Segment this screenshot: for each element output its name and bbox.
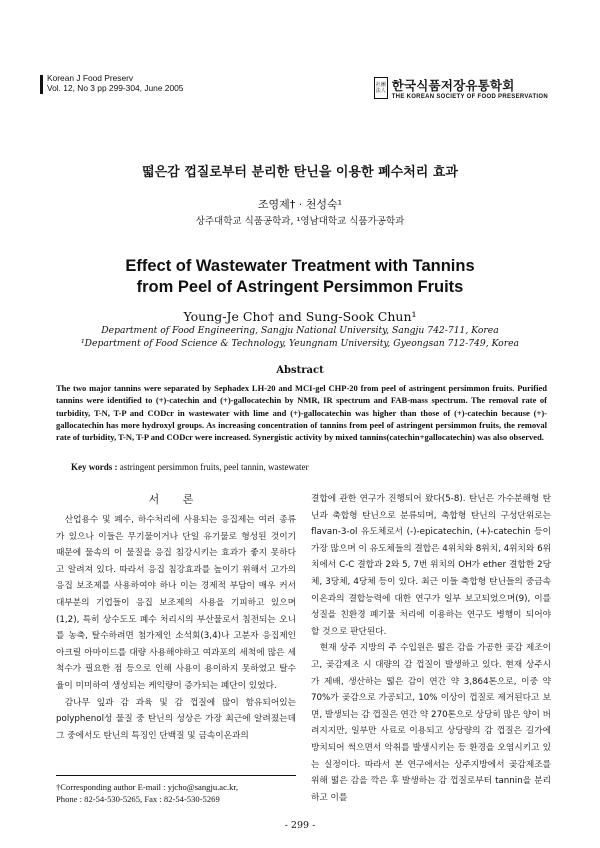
title-english-line2: from Peel of Astringent Persimmon Fruits	[136, 278, 464, 296]
affiliation-english-1: Department of Food Engineering, Sangju National University, Sangju 742-711, Korea	[101, 325, 499, 336]
footnote	[56, 781, 296, 805]
footnote-email: †Corresponding author E-mail : yjcho@sangju.ac.kr,	[56, 782, 239, 792]
authors-korean: 조영제† · 천성숙¹	[257, 198, 343, 211]
left-paragraph-2: 감나무 잎과 감 과육 및 감 껍질에 많이 함유되어있는 polyphenol성 물질 중 탄닌의 성상은 가장 최근에 알려졌는데 그 중에서도 탄닌의 특징인 단백질 및 금속이온과의	[56, 697, 296, 741]
affiliation-english	[0, 324, 600, 350]
section-heading: 서 론	[148, 493, 204, 506]
left-column	[56, 512, 296, 744]
footnote-phone: Phone : 82-54-530-5265, Fax : 82-54-530-5269	[56, 794, 220, 804]
right-paragraph-1: 결합에 관한 연구가 진행되어 왔다(5-8). 탄닌은 가수분해형 탄닌과 축합형 탄닌으로 분류되며, 축합형 탄닌의 구성단위로는 flavan-3-ol 유도체로서 (-)-epicatechin, (+)-catechin 등이 가장 많으며 이 유도체들의 결합은 4위치와 8위치, 4위치와 6위치에서 C-C 결합과 2와 5, 7번 위치의 OH가 ether 결합한 2당체, 3당체, 4당체 등이 있다. 최근 이들 축합형 탄닌들의 중금속 이온과의 결합능력에 대한 연구가 일부 보고되었으며(9), 이를 성질을 친환경 폐기물 처리에 이용하는 연구도 병행이 되어야 할 것으로 판단된다.	[311, 494, 551, 637]
title-english	[0, 256, 600, 298]
journal-citation	[47, 73, 183, 93]
abstract-heading: Abstract	[276, 365, 324, 376]
society-seal: 社團法人	[374, 77, 388, 99]
affiliation-korean: 상주대학교 식품공학과, ¹영남대학교 식품가공학과	[195, 216, 405, 227]
keywords	[71, 462, 308, 472]
keywords-text: astringent persimmon fruits, peel tannin, wastewater	[117, 462, 309, 472]
journal-volume: Vol. 12, No 3 pp 299-304, June 2005	[47, 83, 184, 93]
affiliation-english-2: ¹Department of Food Science & Technology, Yeungnam University, Gyeongsan 712-749, Korea	[80, 338, 520, 349]
footnote-divider	[56, 775, 296, 776]
left-paragraph-1: 산업용수 및 폐수, 하수처리에 사용되는 응집제는 여러 종류가 있으나 이들은 무기물이거나 단일 유기물로 형성된 것이기 때문에 물속의 이 물질을 응집 침강시키는 효과가 좋지 못하다고 알려져 있다. 따라서 응집 침강효과를 높이기 위해서 고가의 응집 보조제를 사용하여야 하나 이는 경제적 부담이 매우 커서 대부분의 기업들이 응집 보조제의 사용을 기피하고 있으며(1,2), 특히 상수도도 폐수 처리시의 부산물로서 침전되는 오니를 농축, 탈수하려면 첨가제인 소석회(3,4)나 고분자 응집제인 아크릴 아마이드를 대량 사용해야하고 여과포의 세척에 많은 세척수가 필요한 점 등으로 인해 사용이 용이하지 못하였고 탈수율이 미미하여 생성되는 케익량이 증가되는 폐단이 있었다.	[56, 515, 296, 691]
society-name-ko: 한국식품저장유통학회	[391, 78, 515, 93]
abstract-text: The two major tannins were separated by Sephadex LH-20 and MCI-gel CHP-20 from peel of astringent persimmon fruits. Purified tannins were identified to (+)-catechin and (+)-gallocatechin by NMR, IR spectrum and FAB-mass spectrum. The removal rate of turbidity, T-N, T-P and CODcr in wastewater with lime and (+)-gallocatechin was higher than those of (+)-catechin because (+)-gallocatechin has more hydroxyl groups. As increasing concentration of tannins from peel of astringent persimmon fruits, the removal rate of turbidity, T-N, T-P and CODcr were increased. Synergistic activity by mixed tannins(catechin+gallocatechin) was also observed.	[56, 383, 547, 443]
page-number: - 299 -	[284, 820, 316, 831]
keywords-label: Key words :	[71, 462, 118, 472]
journal-name: Korean J Food Preserv	[47, 73, 134, 83]
right-column	[311, 491, 551, 806]
society-logo	[374, 76, 548, 100]
citation-bar	[40, 75, 43, 94]
right-paragraph-2: 현재 상주 지방의 주 수입원은 떫은 감을 가공한 곶감 제조이고, 곶감제조 시 대량의 감 껍질이 발생하고 있다. 현재 상주시가 제배, 생산하는 떫은 감이 연간 약 3,864톤으로, 이중 약 70%가 곶감으로 가공되고, 10% 이상이 껍질로 제거된다고 보면, 발생되는 감 껍질은 연간 약 270톤으로 상당히 많은 양이 버려지지만, 일부만 사료로 이용되고 상당량의 감 껍질은 길가에 방치되어 썩으면서 악취를 발생시키는 등 환경을 오염시키고 있는 실정이다. 따라서 본 연구에서는 상주지방에서 곶감제조를 위해 떫은 감을 깍은 후 발생하는 감 껍질로부터 tannin을 분리하고 이를	[311, 643, 551, 803]
society-name-en: THE KOREAN SOCIETY OF FOOD PRESERVATION	[391, 94, 548, 100]
title-english-line1: Effect of Wastewater Treatment with Tannins	[125, 257, 475, 275]
title-korean: 떫은감 껍질로부터 분리한 탄닌을 이용한 폐수처리 효과	[142, 165, 458, 180]
authors-english: Young-Je Cho† and Sung-Sook Chun¹	[183, 309, 417, 324]
